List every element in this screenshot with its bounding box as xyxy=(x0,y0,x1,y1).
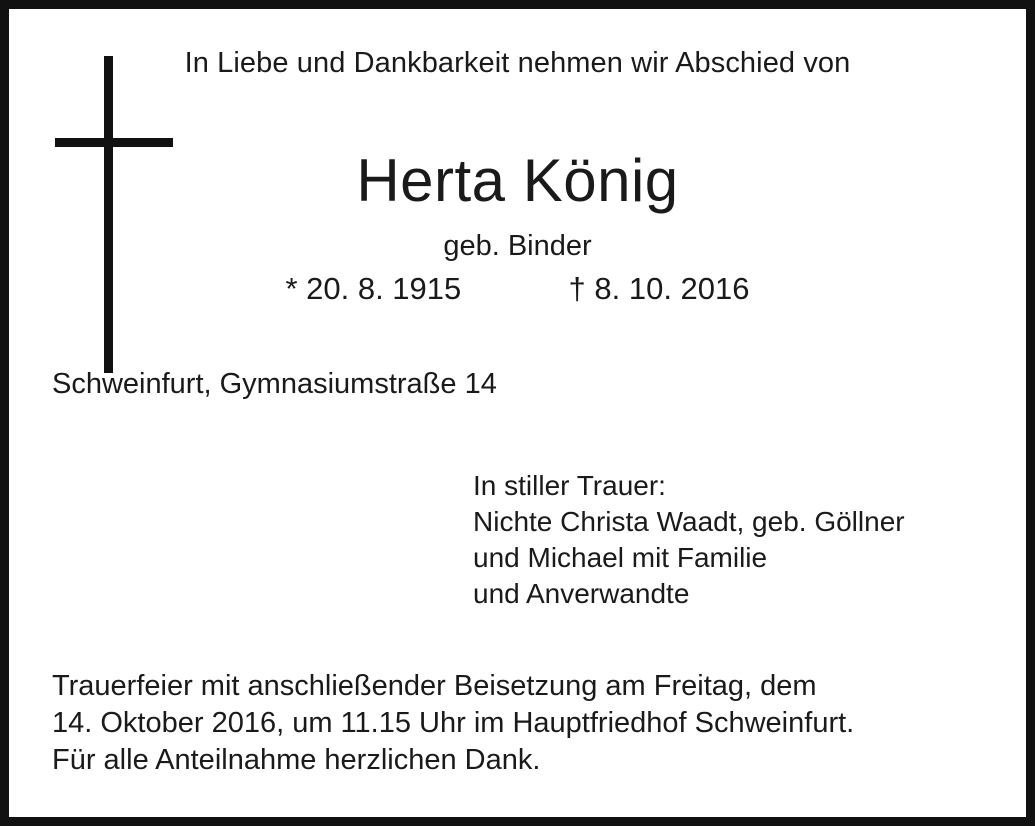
death-date: † 8. 10. 2016 xyxy=(568,271,750,306)
deceased-name: Herta König xyxy=(356,147,679,214)
service-details-block xyxy=(52,668,854,779)
mourning-block xyxy=(473,468,905,612)
mourning-line: und Anverwandte xyxy=(473,578,690,609)
mourning-line: Nichte Christa Waadt, geb. Göllner xyxy=(473,506,905,537)
maiden-name: geb. Binder xyxy=(443,230,592,262)
mourning-line: In stiller Trauer: xyxy=(473,470,666,501)
notice-content xyxy=(13,13,1022,813)
address-line: Schweinfurt, Gymnasiumstraße 14 xyxy=(52,368,497,400)
service-line: Trauerfeier mit anschließender Beisetzung am Freitag, dem xyxy=(52,670,817,702)
intro-text: In Liebe und Dankbarkeit nehmen wir Abschied von xyxy=(184,47,851,79)
service-line: Für alle Anteilnahme herzlichen Dank. xyxy=(52,744,541,776)
mourning-line: und Michael mit Familie xyxy=(473,542,768,573)
life-dates xyxy=(13,271,1022,307)
birth-date: * 20. 8. 1915 xyxy=(285,271,462,306)
service-line: 14. Oktober 2016, um 11.15 Uhr im Hauptfriedhof Schweinfurt. xyxy=(52,707,855,739)
